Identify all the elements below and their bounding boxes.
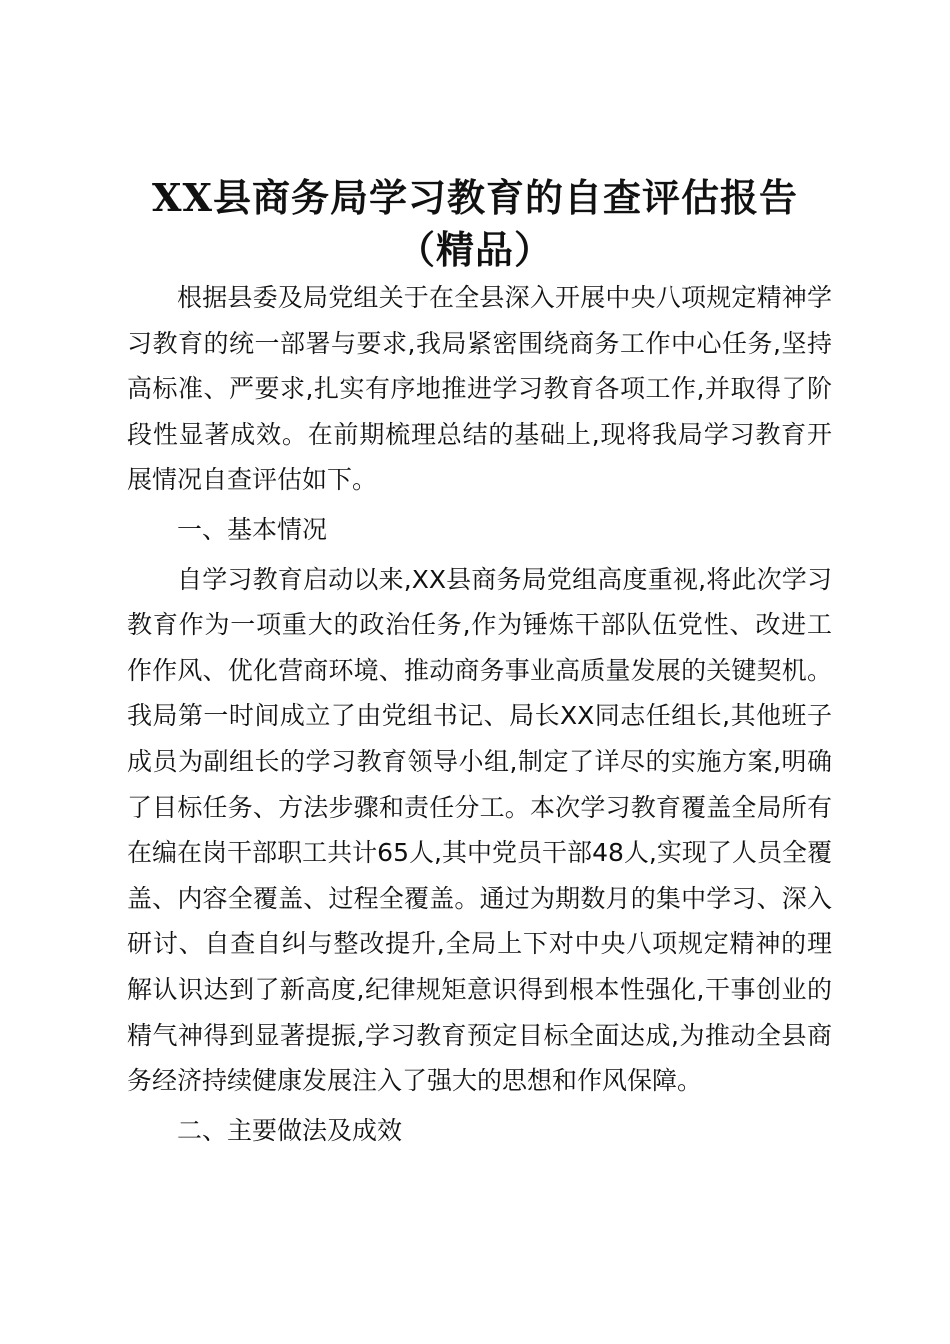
section-heading-basic-situation: 一、基本情况	[177, 514, 328, 544]
basic-situation-paragraph: 自学习教育启动以来,XX县商务局党组高度重视,将此次学习教育作为一项重大的政治任务,作为锤炼干部队伍党性、改进工作作风、优化营商环境、推动商务事业高质量发展的关键契机。我局第一时间成立了由党组书记、局长XX同志任组长,其他班子成员为副组长的学习教育领导小组,制定了详尽的实施方案,明确了目标任务、方法步骤和责任分工。本次学习教育覆盖全局所有在编在岗干部职工共计65人,其中党员干部48人,实现了人员全覆盖、内容全覆盖、过程全覆盖。通过为期数月的集中学习、深入研讨、自查自纠与整改提升,全局上下对中央八项规定精神的理解认识达到了新高度,纪律规矩意识得到根本性强化,干事创业的精气神得到显著提振,学习教育预定目标全面达成,为推动全县商务经济持续健康发展注入了强大的思想和作风保障。	[127, 564, 832, 1096]
intro-paragraph: 根据县委及局党组关于在全县深入开展中央八项规定精神学习教育的统一部署与要求,我局紧密围绕商务工作中心任务,坚持高标准、严要求,扎实有序地推进学习教育各项工作,并取得了阶段性显著成效。在前期梳理总结的基础上,现将我局学习教育开展情况自查评估如下。	[127, 283, 832, 495]
document-title: XX县商务局学习教育的自查评估报告	[152, 175, 798, 220]
document-body	[127, 275, 832, 1157]
document-title-suffix: （精品）	[396, 227, 553, 272]
section-heading-main-practices: 二、主要做法及成效	[177, 1115, 403, 1145]
